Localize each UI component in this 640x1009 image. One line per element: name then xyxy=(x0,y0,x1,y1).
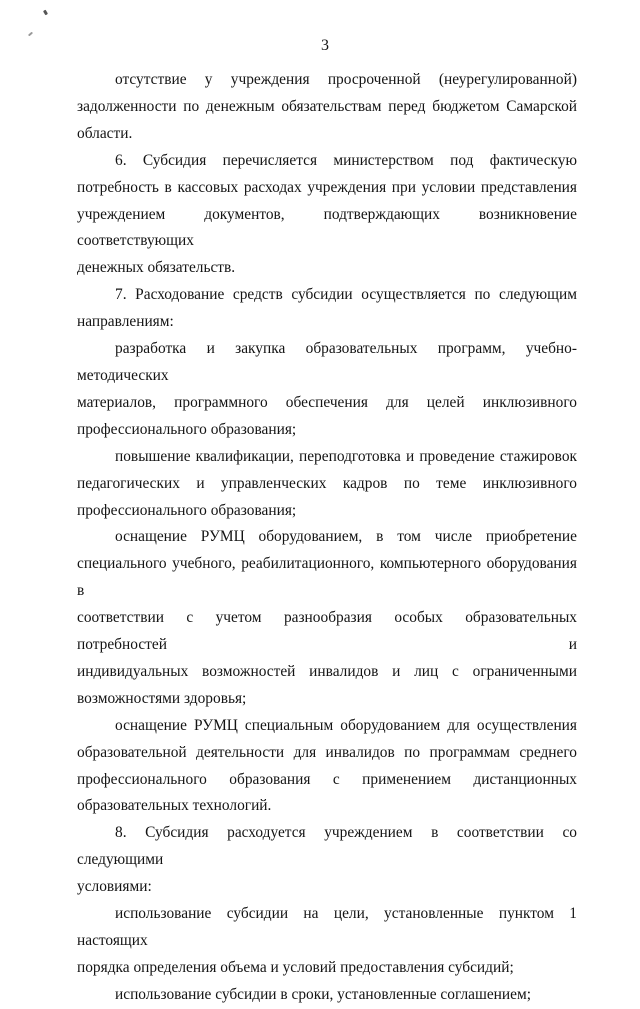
text-line: 8. Субсидия расходуется учреждением в соответствии со следующими xyxy=(77,824,577,869)
text-line: 6. Субсидия перечисляется министерством под фактическую xyxy=(115,151,577,169)
document-body xyxy=(77,67,577,1009)
text-line: отсутствие у учреждения просроченной (неурегулированной) xyxy=(115,71,577,88)
text-line: профессионального образования; xyxy=(77,501,297,519)
text-line: специального учебного, реабилитационного, компьютерного оборудования в xyxy=(77,555,577,600)
text-line: образовательной деятельности для инвалидов по программам среднего xyxy=(77,743,577,761)
paragraph xyxy=(77,336,577,444)
paragraph xyxy=(77,901,577,982)
paragraph xyxy=(77,982,577,1009)
text-line: направлениям: xyxy=(77,313,174,331)
scan-artifact-mark xyxy=(28,32,33,37)
text-line: соответствии с учетом разнообразия особых образовательных потребностей и xyxy=(77,609,577,654)
text-line: образовательных технологий. xyxy=(77,797,272,815)
paragraph xyxy=(77,524,577,712)
page-number: 3 xyxy=(321,37,329,54)
text-line: педагогических и управленческих кадров по теме инклюзивного xyxy=(77,474,577,492)
text-line: использование субсидии в сроки, установленные соглашением; xyxy=(115,985,531,1003)
text-line: разработка и закупка образовательных программ, учебно-методических xyxy=(77,340,577,384)
text-line: индивидуальных возможностей инвалидов и лиц с ограниченными xyxy=(77,662,577,680)
text-line: профессионального образования; xyxy=(77,420,297,438)
paragraph xyxy=(77,820,577,901)
text-line: учреждением документов, подтверждающих возникновение соответствующих xyxy=(77,205,577,250)
text-line: оснащение РУМЦ оборудованием, в том числе приобретение xyxy=(115,528,577,546)
text-line: оснащение РУМЦ специальным оборудованием для осуществления xyxy=(115,716,577,734)
paragraph xyxy=(77,444,577,525)
paragraph xyxy=(77,282,577,336)
text-line: потребность в кассовых расходах учреждения при условии представления xyxy=(77,178,577,196)
paragraph xyxy=(77,67,577,148)
text-line: условиями: xyxy=(77,878,152,896)
text-line: денежных обязательств. xyxy=(77,259,236,277)
text-line: материалов, программного обеспечения для целей инклюзивного xyxy=(77,393,577,411)
text-line: возможностями здоровья; xyxy=(77,689,247,707)
paragraph xyxy=(77,148,577,283)
text-line: использование субсидии на цели, установленные пунктом 1 настоящих xyxy=(77,905,577,949)
text-line: порядка определения объема и условий предоставления субсидий; xyxy=(77,958,514,976)
text-line: повышение квалификации, переподготовка и проведение стажировок xyxy=(115,447,577,465)
text-line: задолженности по денежным обязательствам перед бюджетом Самарской xyxy=(77,97,577,115)
scan-artifact-mark xyxy=(43,10,48,16)
text-line: области. xyxy=(77,124,133,142)
paragraph xyxy=(77,713,577,821)
text-line: 7. Расходование средств субсидии осуществляется по следующим xyxy=(115,286,577,304)
text-line: профессионального образования с применением дистанционных xyxy=(77,770,577,788)
